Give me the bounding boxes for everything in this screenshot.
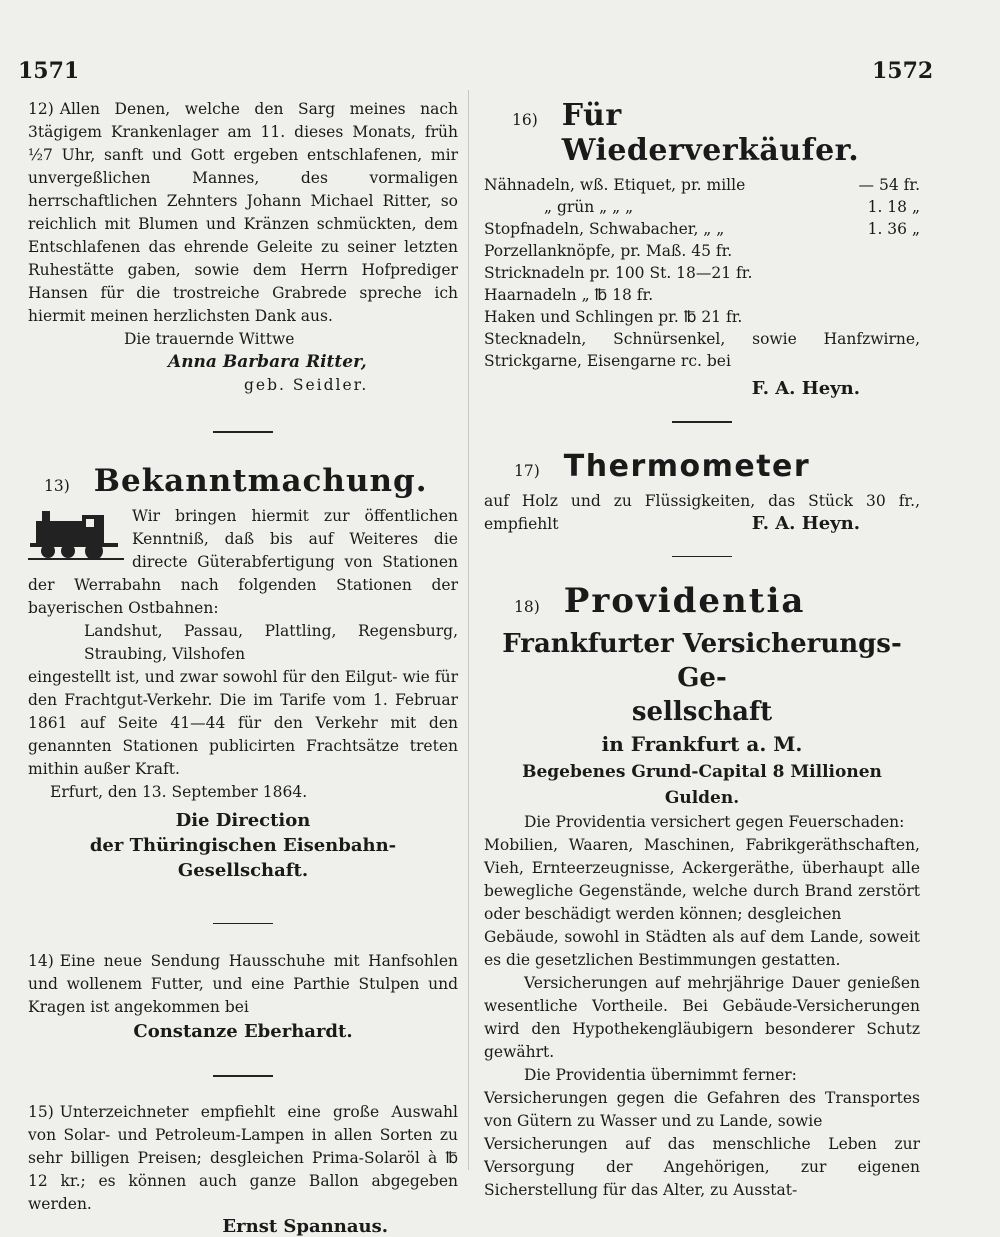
- price-item: „ grün „ „ „: [544, 198, 634, 216]
- price-item: Porzellanknöpfe, pr. Maß. 45 fr.: [484, 242, 733, 260]
- notice-18-heading: Providentia: [563, 581, 806, 621]
- notice-18-paragraph-5: Die Providentia übernimmt ferner:: [524, 1066, 797, 1084]
- notice-13: [28, 463, 458, 883]
- notice-14-name: Constanze Eberhardt.: [133, 1021, 353, 1042]
- price-row: [484, 328, 920, 372]
- notice-16-heading: Für Wiederverkäufer.: [561, 98, 860, 168]
- price-row: [484, 174, 920, 196]
- notice-13-paragraph-1: Wir bringen hiermit zur öffentlichen Kenntniß, daß bis auf Weiteres die directe Güterabfertigung von Stationen der Werrabahn nach folgenden Stationen der bayerischen Ostbahnen:: [28, 506, 458, 617]
- price-value: 1. 36 „: [867, 220, 920, 238]
- notice-14-text: [28, 950, 458, 1019]
- price-item: Haken und Schlingen pr. ℔ 21 fr.: [484, 308, 743, 326]
- notice-18-city: in Frankfurt a. M.: [601, 732, 803, 756]
- price-item: Nähnadeln, wß. Etiquet, pr. mille: [484, 176, 746, 194]
- page-number-right: 1572: [872, 58, 934, 84]
- notice-18-header: [484, 581, 920, 621]
- separator-rule: [213, 923, 273, 925]
- notice-17-heading: Thermometer: [563, 448, 811, 484]
- notice-17-name: F. A. Heyn.: [751, 512, 860, 534]
- notice-15-number: 15): [28, 1102, 54, 1121]
- price-row: [484, 284, 920, 306]
- notice-18-capital: Begebenes Grund-Capital 8 Millionen Gulden.: [522, 762, 882, 808]
- notice-18-paragraph-1: Die Providentia versichert gegen Feuerschaden:: [524, 813, 905, 831]
- separator-rule: [672, 421, 732, 423]
- notice-17-number: 17): [514, 461, 540, 480]
- notice-13-paragraph-2: eingestellt ist, und zwar sowohl für den Eilgut- wie für den Frachtgut-Verkehr. Die im Tarife vom 1. Februar 1861 auf Seite 41—44 für den Verkehr mit den genannten Stationen publicirten Frachtsätze treten mithin außer Kraft.: [28, 667, 458, 778]
- notice-18-paragraph-6: Versicherungen gegen die Gefahren des Transportes von Gütern zu Wasser und zu Lande, sowie: [484, 1089, 920, 1130]
- notice-12-number: 12): [28, 100, 54, 118]
- notice-13-heading: Bekanntmachung.: [93, 462, 428, 499]
- price-item: Stecknadeln, Schnürsenkel, sowie Hanfzwirne, Strickgarne, Eisengarne rc. bei: [484, 330, 920, 370]
- notice-16-name: F. A. Heyn.: [751, 378, 860, 399]
- notice-13-dateline: Erfurt, den 13. September 1864.: [50, 782, 308, 801]
- notice-13-stations: Landshut, Passau, Plattling, Regensburg, Straubing, Vilshofen: [84, 621, 458, 663]
- separator-rule: [213, 431, 273, 433]
- column-divider: [468, 90, 469, 1170]
- notice-14: [28, 950, 458, 1045]
- notice-13-signatory-1: Die Direction: [175, 809, 311, 831]
- notice-18-company-line-1: Frankfurter Versicherungs-Ge-: [502, 629, 902, 693]
- notice-13-signatory-2: der Thüringischen Eisenbahn-: [89, 834, 397, 856]
- notice-15: [28, 1101, 458, 1237]
- locomotive-icon: [28, 507, 124, 563]
- notice-16-price-list: [484, 174, 920, 372]
- notice-16: [484, 98, 920, 399]
- notice-13-number: 13): [44, 476, 70, 495]
- notice-17-text: auf Holz und zu Flüssigkeiten, das Stück 30 fr., empfiehlt: [484, 491, 920, 533]
- notice-17-header: [484, 449, 920, 484]
- notice-14-number: 14): [28, 952, 54, 970]
- notice-15-name: Ernst Spannaus.: [222, 1215, 388, 1237]
- price-item: Stopfnadeln, Schwabacher, „ „: [484, 220, 725, 238]
- price-row: [484, 196, 920, 218]
- separator-rule: [672, 556, 732, 558]
- left-column: [28, 98, 458, 1237]
- separator-rule: [213, 1075, 273, 1077]
- notice-18-number: 18): [514, 598, 540, 616]
- notice-12-signature-label: Die trauernde Wittwe: [124, 330, 295, 348]
- notice-12-text: [28, 98, 458, 328]
- price-item: Haarnadeln „ ℔ 18 fr.: [484, 286, 654, 304]
- notice-14-body: Eine neue Sendung Hausschuhe mit Hanfsohlen und wollenem Futter, und eine Parthie Stulpen und Kragen ist angekommen bei: [28, 952, 458, 1016]
- notice-12: [28, 98, 458, 397]
- notice-16-number: 16): [512, 111, 538, 129]
- notice-16-header: [484, 98, 920, 168]
- notice-13-signatory-3: Gesellschaft.: [177, 859, 309, 881]
- price-value: — 54 fr.: [858, 176, 920, 194]
- price-value: 1. 18 „: [867, 198, 920, 216]
- notice-18-paragraph-2: Mobilien, Waaren, Maschinen, Fabrikgeräthschaften, Vieh, Ernteerzeugnisse, Ackergeräthe, überhaupt alle bewegliche Gegenstände, welche durch Brand zerstört oder beschädigt werden können; desgleichen: [484, 836, 920, 923]
- notice-12-signature-maiden: geb. Seidler.: [244, 376, 369, 394]
- notice-12-signature-name: Anna Barbara Ritter,: [168, 352, 367, 372]
- price-item: Stricknadeln pr. 100 St. 18—21 fr.: [484, 264, 753, 282]
- notice-15-text: [28, 1101, 458, 1216]
- notice-18-company-line-2: sellschaft: [631, 697, 773, 727]
- notice-18-paragraph-3: Gebäude, sowohl in Städten als auf dem Lande, soweit es die gesetzlichen Bestimmungen gestatten.: [484, 928, 920, 969]
- price-row: [484, 240, 920, 262]
- notice-15-body: Unterzeichneter empfiehlt eine große Auswahl von Solar- und Petroleum-Lampen in allen Sorten zu sehr billigen Preisen; desgleichen Prima-Solaröl à ℔ 12 kr.; es können auch ganze Ballon abgegeben werden.: [28, 1102, 458, 1213]
- price-row: [484, 306, 920, 328]
- page-number-left: 1571: [18, 58, 80, 84]
- notice-18: [484, 581, 920, 1202]
- notice-18-paragraph-7: Versicherungen auf das menschliche Leben zur Versorgung der Angehörigen, zur eigenen Sicherstellung für das Alter, zu Ausstat-: [484, 1135, 920, 1199]
- price-row: [484, 218, 920, 240]
- price-row: [484, 262, 920, 284]
- notice-13-header: [28, 463, 458, 499]
- notice-12-body: Allen Denen, welche den Sarg meines nach 3tägigem Krankenlager am 11. dieses Monats, früh ½7 Uhr, sanft und Gott ergeben entschlafenen, mir unvergeßlichen Mannes, des vormaligen herrschaftlichen Zehnters Johann Michael Ritter, so reichlich mit Blumen und Kränzen schmückten, dem Entschlafenen das ehrende Geleite zu seiner letzten Ruhestätte gaben, sowie dem Herrn Hofprediger Hansen für die trostreiche Grabrede spreche ich hiermit meinen herzlichsten Dank aus.: [28, 100, 458, 325]
- notice-18-paragraph-4: Versicherungen auf mehrjährige Dauer genießen wesentliche Vortheile. Bei Gebäude-Versicherungen wird den Hypothekengläubigern besonderer Schutz gewährt.: [484, 974, 920, 1061]
- right-column: [484, 98, 920, 1202]
- notice-17: [484, 449, 920, 534]
